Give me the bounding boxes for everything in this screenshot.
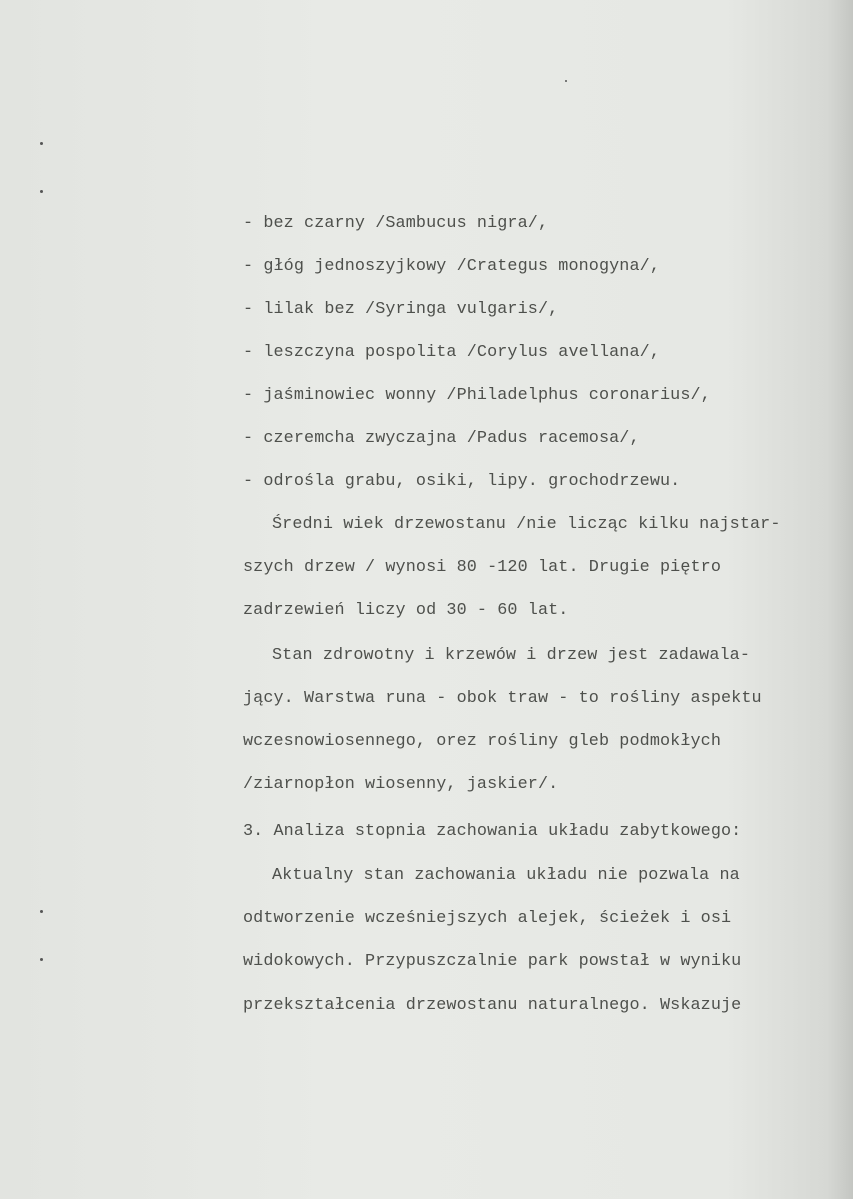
text-line: Stan zdrowotny i krzewów i drzew jest zadawala-	[272, 646, 751, 665]
text-line: widokowych. Przypuszczalnie park powstał w wyniku	[243, 952, 742, 971]
text-line: jący. Warstwa runa - obok traw - to rośliny aspektu	[243, 689, 762, 708]
text-line: wczesnowiosennego, orez rośliny gleb podmokłych	[243, 732, 722, 751]
text-line: odtworzenie wcześniejszych alejek, ścieżek i osi	[243, 909, 732, 928]
margin-mark	[40, 190, 43, 193]
section-heading: 3. Analiza stopnia zachowania układu zabytkowego:	[243, 822, 742, 841]
text-line: Aktualny stan zachowania układu nie pozwala na	[272, 866, 740, 885]
text-line: zadrzewień liczy od 30 - 60 lat.	[243, 601, 569, 620]
text-line: /ziarnopłon wiosenny, jaskier/.	[243, 775, 559, 794]
list-item: - lilak bez /Syringa vulgaris/,	[243, 300, 559, 319]
margin-mark	[565, 80, 567, 82]
margin-mark	[40, 910, 43, 913]
list-item: - jaśminowiec wonny /Philadelphus coronarius/,	[243, 386, 711, 405]
list-item: - odrośla grabu, osiki, lipy. grochodrzewu.	[243, 472, 681, 491]
list-item: - leszczyna pospolita /Corylus avellana/,	[243, 343, 660, 362]
margin-mark	[40, 142, 43, 145]
text-line: szych drzew / wynosi 80 -120 lat. Drugie piętro	[243, 558, 722, 577]
margin-mark	[40, 958, 43, 961]
text-line: przekształcenia drzewostanu naturalnego. Wskazuje	[243, 996, 742, 1015]
list-item: - bez czarny /Sambucus nigra/,	[243, 214, 549, 233]
list-item: - czeremcha zwyczajna /Padus racemosa/,	[243, 429, 640, 448]
text-line: Średni wiek drzewostanu /nie licząc kilku najstar-	[272, 515, 781, 534]
list-item: - głóg jednoszyjkowy /Crategus monogyna/,	[243, 257, 660, 276]
